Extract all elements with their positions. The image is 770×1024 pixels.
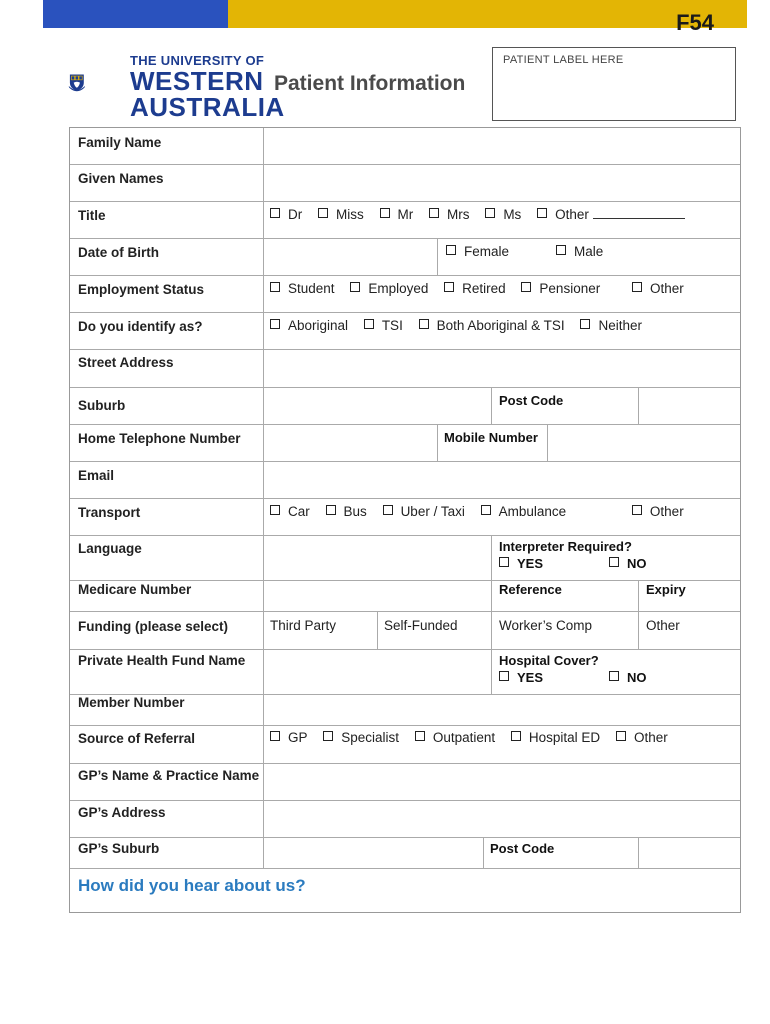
transport-option-bus[interactable]: Bus [326, 504, 367, 519]
transport-option-ambulance[interactable]: Ambulance [481, 504, 567, 519]
interpreter-option-yes[interactable]: YES [499, 556, 543, 571]
label-dob: Date of Birth [78, 245, 159, 260]
funding-option-third-party[interactable]: Third Party [270, 618, 337, 633]
checkbox[interactable] [580, 319, 590, 329]
input-medicare[interactable] [264, 581, 490, 611]
referral-option-specialist[interactable]: Specialist [323, 730, 399, 745]
checkbox[interactable] [364, 319, 374, 329]
employment-option-employed[interactable]: Employed [350, 281, 428, 296]
identify-option-neither[interactable]: Neither [580, 318, 642, 333]
checkbox[interactable] [270, 505, 280, 515]
row-suburb [70, 388, 740, 425]
row-gp-address [70, 801, 740, 838]
label-transport: Transport [78, 505, 141, 520]
referral-option-outpatient[interactable]: Outpatient [415, 730, 495, 745]
label-family-name: Family Name [78, 135, 162, 150]
label-suburb: Suburb [78, 398, 126, 413]
label-title: Title [78, 208, 106, 223]
hospital-cover-option-no[interactable]: NO [609, 670, 647, 685]
funding-option-self-funded[interactable]: Self-Funded [384, 618, 458, 633]
row-employment [70, 276, 740, 313]
label-gp-suburb: GP’s Suburb [78, 841, 160, 856]
gender-option-female[interactable]: Female [446, 244, 509, 259]
employment-option-student[interactable]: Student [270, 281, 335, 296]
row-phones [70, 425, 740, 462]
row-funding [70, 612, 740, 650]
input-gp-suburb[interactable] [264, 838, 482, 868]
checkbox[interactable] [415, 731, 425, 741]
checkbox[interactable] [609, 557, 619, 567]
row-gp-name [70, 764, 740, 801]
label-reference: Reference [499, 582, 562, 597]
row-transport [70, 499, 740, 536]
label-hospital-cover: Hospital Cover? [499, 653, 599, 668]
row-family-name [70, 128, 740, 165]
row-referral [70, 726, 740, 764]
input-gp-name[interactable] [264, 764, 740, 800]
row-email [70, 462, 740, 499]
label-funding: Funding (please select) [78, 619, 229, 634]
label-medicare: Medicare Number [78, 582, 192, 597]
university-wordmark [130, 54, 285, 120]
row-member-number [70, 695, 740, 726]
input-home-phone[interactable] [264, 425, 436, 461]
checkbox[interactable] [446, 245, 456, 255]
other-blank-line[interactable] [593, 208, 685, 219]
hospital-cover-option-yes[interactable]: YES [499, 670, 543, 685]
logo-line-2: WESTERN [130, 66, 264, 96]
checkbox[interactable] [270, 731, 280, 741]
label-gp-post-code: Post Code [490, 841, 555, 856]
row-dob [70, 239, 740, 276]
hear-about-heading: How did you hear about us? [78, 876, 306, 895]
input-gp-post-code[interactable] [639, 838, 740, 868]
row-title [70, 202, 740, 239]
gender-option-male[interactable]: Male [556, 244, 603, 259]
identify-option-aboriginal[interactable]: Aboriginal [270, 318, 348, 333]
row-gp-suburb [70, 838, 740, 869]
title-option-ms[interactable]: Ms [485, 207, 521, 222]
checkbox[interactable] [419, 319, 429, 329]
label-email: Email [78, 468, 115, 483]
header-gold-bar [228, 0, 747, 28]
input-given-names[interactable] [264, 165, 740, 201]
funding-option-workers-comp[interactable]: Worker’s Comp [499, 618, 593, 633]
title-option-mrs[interactable]: Mrs [429, 207, 470, 222]
checkbox[interactable] [270, 319, 280, 329]
checkbox[interactable] [270, 208, 280, 218]
transport-option-car[interactable]: Car [270, 504, 310, 519]
label-expiry: Expiry [646, 582, 686, 597]
title-option-mr[interactable]: Mr [380, 207, 414, 222]
label-interpreter: Interpreter Required? [499, 539, 632, 554]
referral-option-gp[interactable]: GP [270, 730, 308, 745]
checkbox[interactable] [556, 245, 566, 255]
input-dob[interactable] [264, 239, 436, 275]
input-language[interactable] [264, 536, 490, 580]
employment-options [270, 281, 696, 296]
checkbox[interactable] [323, 731, 333, 741]
employment-option-other[interactable]: Other [632, 281, 684, 296]
input-suburb[interactable] [264, 388, 490, 424]
funding-option-other[interactable]: Other [646, 618, 680, 633]
row-street [70, 350, 740, 388]
checkbox[interactable] [383, 505, 393, 515]
row-language [70, 536, 740, 581]
transport-option-other[interactable]: Other [632, 504, 684, 519]
patient-label-box [492, 47, 736, 121]
title-option-other[interactable]: Other [537, 207, 685, 222]
label-post-code: Post Code [499, 393, 564, 408]
label-referral: Source of Referral [78, 731, 196, 746]
checkbox[interactable] [380, 208, 390, 218]
checkbox[interactable] [444, 282, 454, 292]
checkbox[interactable] [537, 208, 547, 218]
checkbox[interactable] [499, 671, 509, 681]
label-street: Street Address [78, 355, 174, 370]
checkbox[interactable] [632, 505, 642, 515]
referral-option-hospital-ed[interactable]: Hospital ED [511, 730, 600, 745]
logo-line-1: THE UNIVERSITY OF [130, 53, 265, 68]
checkbox[interactable] [326, 505, 336, 515]
transport-options [270, 504, 696, 519]
title-option-miss[interactable]: Miss [318, 207, 364, 222]
input-post-code[interactable] [639, 388, 740, 424]
header-blue-bar [43, 0, 228, 28]
referral-option-other[interactable]: Other [616, 730, 668, 745]
checkbox[interactable] [499, 557, 509, 567]
input-mobile[interactable] [548, 425, 740, 461]
label-member-number: Member Number [78, 695, 185, 710]
interpreter-option-no[interactable]: NO [609, 556, 647, 571]
input-gp-address[interactable] [264, 801, 740, 837]
logo-line-3: AUSTRALIA [130, 92, 285, 122]
checkbox[interactable] [485, 208, 495, 218]
checkbox[interactable] [609, 671, 619, 681]
checkbox[interactable] [632, 282, 642, 292]
label-home-phone: Home Telephone Number [78, 431, 241, 446]
checkbox[interactable] [481, 505, 491, 515]
label-mobile: Mobile Number [444, 430, 538, 445]
row-medicare [70, 581, 740, 612]
title-options [270, 207, 697, 222]
title-option-dr[interactable]: Dr [270, 207, 302, 222]
checkbox[interactable] [616, 731, 626, 741]
identify-options [270, 318, 654, 333]
input-email[interactable] [264, 462, 740, 498]
checkbox[interactable] [270, 282, 280, 292]
university-crest-logo [68, 52, 128, 114]
row-identify [70, 313, 740, 350]
checkbox[interactable] [511, 731, 521, 741]
input-family-name[interactable] [264, 128, 740, 164]
checkbox[interactable] [429, 208, 439, 218]
input-street[interactable] [264, 350, 740, 387]
page-title: Patient Information [274, 72, 466, 95]
label-language: Language [78, 541, 142, 556]
label-employment: Employment Status [78, 282, 205, 297]
form-code: F54 [676, 10, 714, 35]
identify-option-both[interactable]: Both Aboriginal & TSI [419, 318, 565, 333]
patient-label-text: PATIENT LABEL HERE [503, 54, 624, 66]
checkbox[interactable] [350, 282, 360, 292]
transport-option-uber-taxi[interactable]: Uber / Taxi [383, 504, 465, 519]
employment-option-pensioner[interactable]: Pensioner [521, 281, 600, 296]
row-given-names [70, 165, 740, 202]
identify-option-tsi[interactable]: TSI [364, 318, 403, 333]
label-private-fund: Private Health Fund Name [78, 653, 246, 668]
checkbox[interactable] [318, 208, 328, 218]
input-member-number[interactable] [264, 695, 740, 725]
patient-form [69, 127, 741, 913]
input-private-fund[interactable] [264, 650, 490, 694]
row-private-fund [70, 650, 740, 695]
label-gp-name: GP’s Name & Practice Name [78, 768, 260, 783]
referral-options [270, 730, 680, 745]
label-given-names: Given Names [78, 171, 164, 186]
label-gp-address: GP’s Address [78, 805, 166, 820]
label-identify: Do you identify as? [78, 319, 203, 334]
checkbox[interactable] [521, 282, 531, 292]
employment-option-retired[interactable]: Retired [444, 281, 506, 296]
